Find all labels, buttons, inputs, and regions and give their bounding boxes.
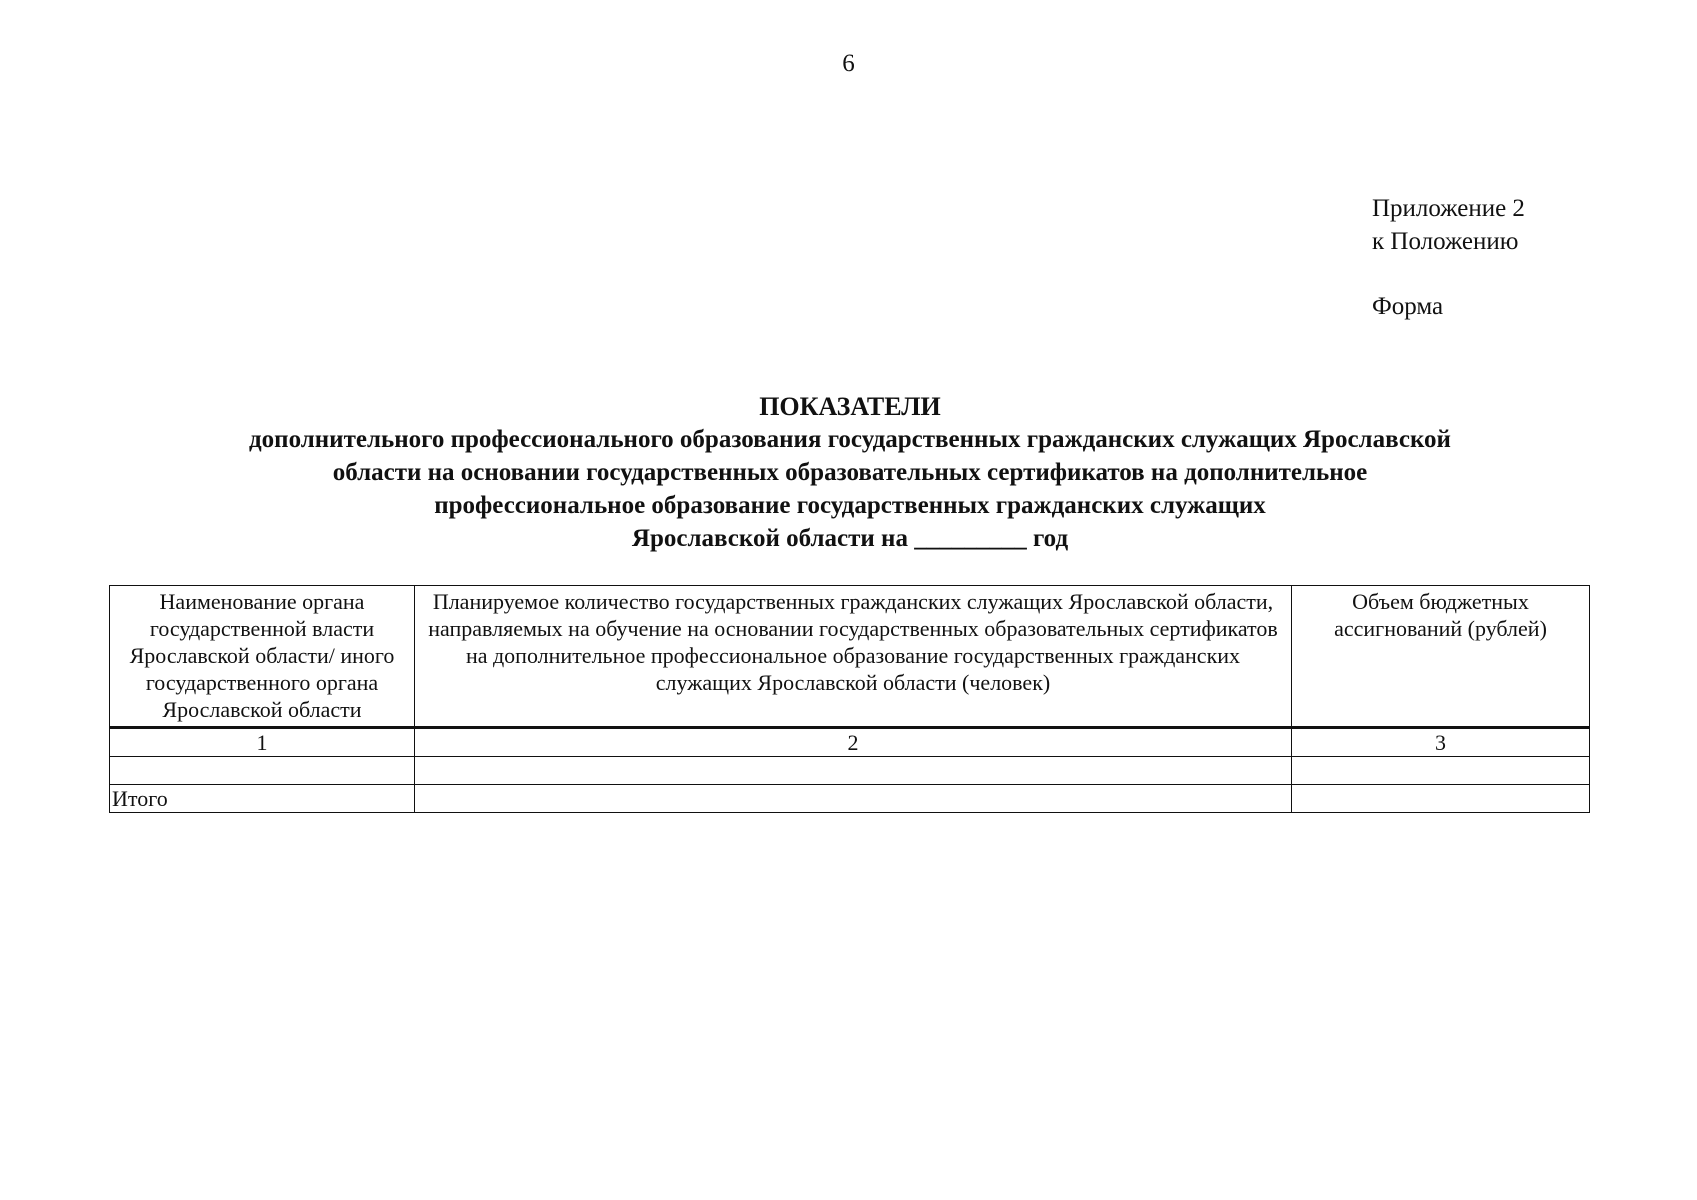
document-heading: [150, 390, 1550, 555]
heading-line-2: области на основании государственных образовательных сертификатов на дополнительное: [332, 459, 1368, 486]
page-number: 6: [842, 50, 855, 77]
appendix-note: [1372, 192, 1525, 323]
total-count-cell: [415, 785, 1292, 813]
appendix-line-1: Приложение 2: [1372, 195, 1525, 222]
heading-line-3: профессиональное образование государственных гражданских служащих: [434, 492, 1266, 519]
document-title: ПОКАЗАТЕЛИ: [759, 392, 941, 421]
header-cell-budget: Объем бюджетных ассигнований (рублей): [1292, 586, 1590, 728]
indicators-table-wrapper: [109, 585, 1589, 813]
column-number-row: [110, 728, 1590, 757]
form-label: Форма: [1372, 293, 1444, 320]
appendix-line-2: к Положению: [1372, 228, 1519, 255]
heading-line-1: дополнительного профессионального образования государственных гражданских служащих Ярославской: [249, 426, 1451, 453]
indicators-table: [109, 585, 1590, 813]
total-row: [110, 785, 1590, 813]
table-row: [110, 757, 1590, 785]
total-label: Итого: [110, 785, 415, 813]
column-number-2: 2: [415, 728, 1292, 757]
header-cell-organ: Наименование органа государственной власти Ярославской области/ иного государственного органа Ярославской области: [110, 586, 415, 728]
total-budget-cell: [1292, 785, 1590, 813]
header-cell-planned-count: Планируемое количество государственных гражданских служащих Ярославской области, направляемых на обучение на основании государственных образовательных сертификатов на дополнительное профессиональное образование государственных гражданских служащих Ярославской области (человек): [415, 586, 1292, 728]
table-header-row: [110, 586, 1590, 728]
heading-line-4: Ярославской области на _________ год: [631, 525, 1069, 552]
empty-cell: [415, 757, 1292, 785]
empty-cell: [110, 757, 415, 785]
column-number-1: 1: [110, 728, 415, 757]
column-number-3: 3: [1292, 728, 1590, 757]
empty-cell: [1292, 757, 1590, 785]
